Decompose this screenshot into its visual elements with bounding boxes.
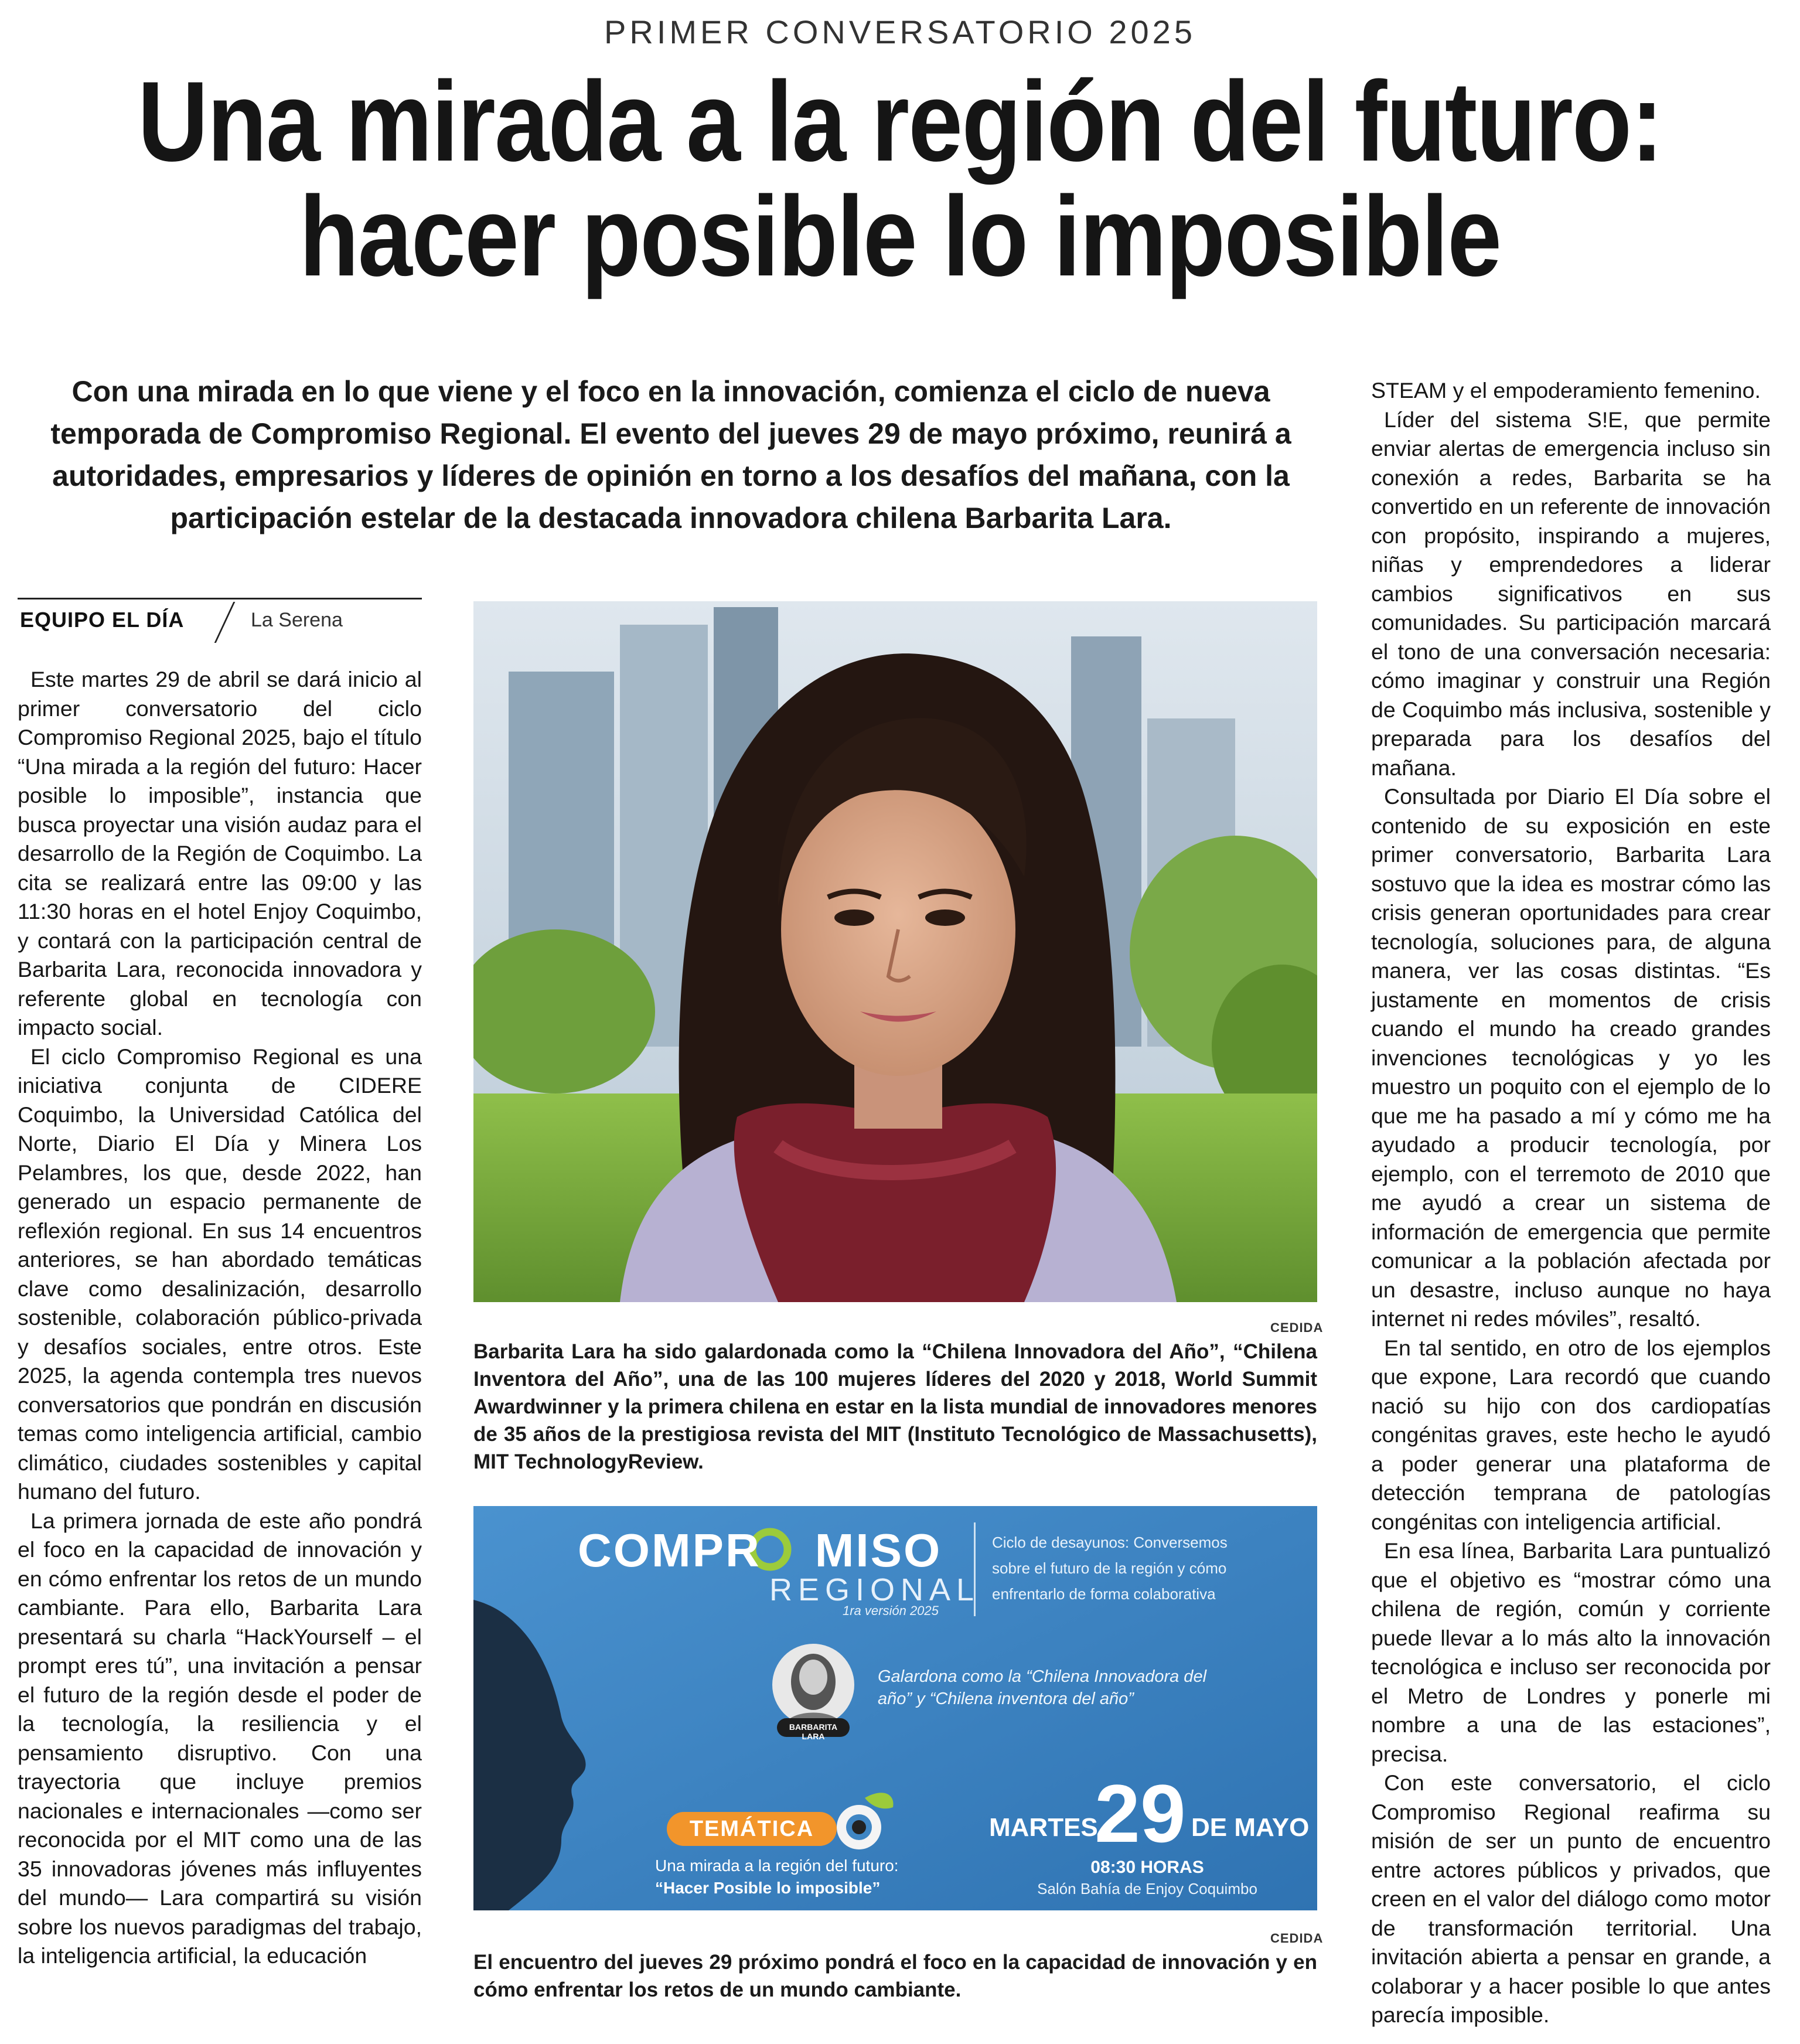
- byline-team: EQUIPO EL DÍA: [20, 608, 185, 632]
- byline: [18, 598, 422, 636]
- byline-city: La Serena: [251, 609, 343, 631]
- photo-caption: Barbarita Lara ha sido galardonada como la “Chilena Innovadora del Año”, “Chilena Inventora del Año”, una de las 100 mujeres líderes del 2020 y 2018, World Summit Awardwinner y la primera chilena en estar en la lista mundial de innovadores menores de 35 años de la prestigiosa revista del MIT (Instituto Tecnológico de Massachusetts), MIT TechnologyReview.: [473, 1340, 1317, 1473]
- paragraph: En tal sentido, en otro de los ejemplos que expone, Lara recordó que cuando nació su hijo con dos cardiopatías congénitas graves, este hecho le ayudó a poder generar una plataforma de detección temprana de patologías congénitas con inteligencia artificial.: [1371, 1335, 1771, 1534]
- banner-logo-sub: REGIONAL: [769, 1572, 980, 1607]
- banner-cycle-line: Ciclo de desayunos: Conversemos: [992, 1534, 1228, 1551]
- banner-award: [878, 1665, 1206, 1710]
- banner-tematica: [655, 1855, 899, 1899]
- column-1: [18, 665, 422, 1971]
- banner-logo-right: MISO: [814, 1524, 942, 1576]
- banner-version: 1ra versión 2025: [843, 1603, 939, 1618]
- banner-cycle-line: enfrentarlo de forma colaborativa: [992, 1585, 1216, 1603]
- headline: [126, 58, 1674, 300]
- banner-time: 08:30 HORAS: [1090, 1858, 1204, 1877]
- banner-tematica-line: “Hacer Posible lo imposible”: [655, 1879, 881, 1897]
- banner-date-day: MARTES: [989, 1813, 1098, 1842]
- banner-date-number: 29: [1095, 1767, 1186, 1859]
- column-3: [1371, 376, 1771, 2030]
- banner-award-line: año” y “Chilena inventora del año”: [878, 1689, 1134, 1708]
- lead-paragraph: Con una mirada en lo que viene y el foco en la innovación, comienza el ciclo de nueva temporada de Compromiso Regional. El evento del jueves 29 de mayo próximo, reunirá a autoridades, empresarios y líderes de opinión en torno a los desafíos del mañana, con la participación estelar de la destacada innovadora chilena Barbarita Lara.: [50, 375, 1291, 534]
- paragraph: El ciclo Compromiso Regional es una iniciativa conjunta de CIDERE Coquimbo, la Universidad Católica del Norte, Diario El Día y Minera Los Pelambres, los que, desde 2022, han generado un espacio permanente de reflexión regional. En sus 14 encuentros anteriores, se han abordado temáticas clave como desalinización, desarrollo sostenible, colaboración público-privada y desafíos sociales, entre otros. Este 2025, la agenda contempla tres nuevos conversatorios que pondrán en discusión temas como inteligencia artificial, cambio climático, ciudades sostenibles y capital humano del futuro.: [18, 1044, 422, 1504]
- paragraph: Consultada por Diario El Día sobre el contenido de su exposición en este primer conversatorio, Barbarita Lara sostuvo que la idea es mostrar cómo las crisis generan oportunidades para crear tecnología, soluciones para, de alguna manera, ver las cosas distintas. “Es justamente en momentos de crisis cuando el mundo ha creado grandes invenciones tecnológicas y yo les muestro un poquito con el ejemplo de lo que me ha pasado a mí y cómo me ha ayudado a producir tecnología, por ejemplo, con el terremoto de 2010 que me ayudó a crear un sistema de información de emergencia que permite comunicar a la población afectada por un desastre, incluso aunque no haya internet ni redes móviles”, resaltó.: [1371, 784, 1771, 1331]
- portrait-photo: [473, 601, 1317, 1302]
- banner-logo-left: COMPR: [578, 1524, 761, 1576]
- paragraph: Líder del sistema S!E, que permite enviar alertas de emergencia incluso sin conexión a redes, Barbarita se ha convertido en un referente de innovación con propósito, inspirando a mujeres, niñas y emprendedores a liderar cambios significativos en sus comunidades. Su participación marcará el tono de una conversación necesaria: cómo imaginar y construir una Región de Coquimbo más inclusiva, sostenible y preparada para los desafíos del mañana.: [1371, 407, 1771, 780]
- portrait-illustration: [473, 601, 1317, 1302]
- banner-logo: [578, 1524, 942, 1578]
- banner-cycle-line: sobre el futuro de la región y cómo: [992, 1559, 1227, 1577]
- event-banner: [473, 1506, 1317, 1910]
- photo-credit: CEDIDA: [1270, 1320, 1324, 1335]
- banner-cycle: [992, 1529, 1228, 1607]
- banner-date-month: DE MAYO: [1191, 1813, 1310, 1842]
- banner-credit: CEDIDA: [1270, 1931, 1324, 1946]
- banner-caption: El encuentro del jueves 29 próximo pondrá el foco en la capacidad de innovación y en cómo enfrentar los retos de un mundo cambiante.: [473, 1951, 1317, 2001]
- paragraph: STEAM y el empoderamiento femenino.: [1371, 378, 1761, 403]
- kicker: PRIMER CONVERSATORIO 2025: [604, 13, 1196, 50]
- paragraph: En esa línea, Barbarita Lara puntualizó que el objetivo es “mostrar cómo una chilena de región, común y corriente puede llevar a lo más alto la innovación tecnológica e incluso ser reconocida por el Metro de Londres y ponerle mi nombre a una de las estaciones”, precisa.: [1371, 1538, 1771, 1766]
- banner-tematica-label: TEMÁTICA: [689, 1817, 814, 1841]
- banner-venue: Salón Bahía de Enjoy Coquimbo: [1037, 1880, 1257, 1897]
- headline-line-2: hacer posible lo imposible: [299, 173, 1501, 300]
- banner-speaker: BARBARITA LARA: [789, 1722, 838, 1741]
- paragraph: Con este conversatorio, el ciclo Compromiso Regional reafirma su misión de ser un punto de encuentro entre actores públicos y privados, que creen en el valor del diálogo como motor de transformación territorial. Una invitación abierta a pensar en grande, a colaborar y a hacer posible lo que antes parecía imposible.: [1371, 1770, 1771, 2027]
- paragraph: Este martes 29 de abril se dará inicio al primer conversatorio del ciclo Compromiso Regional 2025, bajo el título “Una mirada a la región del futuro: Hacer posible lo imposible”, instancia que busca proyectar una visión audaz para el desarrollo de la Región de Coquimbo. La cita se realizará entre las 09:00 y las 11:30 horas en el hotel Enjoy Coquimbo, y contará con la participación central de Barbarita Lara, reconocida innovadora y referente global en tecnología con impacto social.: [18, 667, 422, 1040]
- banner-award-line: Galardona como la “Chilena Innovadora del: [878, 1667, 1207, 1686]
- paragraph: La primera jornada de este año pondrá el foco en la capacidad de innovación y en cómo enfrentar los retos de un mundo cambiante. Para ello, Barbarita Lara presentará su charla “HackYourself – el prompt eres tú”, una invitación a pensar el futuro de la región desde el poder de la tecnología, la resiliencia y el pensamiento disruptivo. Con una trayectoria que incluye premios nacionales e internacionales —como ser reconocida por el MIT como una de las 35 innovadoras jóvenes más influyentes del mundo— Lara compartirá su visión sobre los nuevos paradigmas del trabajo, la inteligencia artificial, la educación: [18, 1508, 422, 1968]
- banner-tematica-line: Una mirada a la región del futuro:: [655, 1856, 899, 1875]
- byline-divider: [214, 602, 236, 643]
- headline-line-1: Una mirada a la región del futuro:: [137, 58, 1663, 185]
